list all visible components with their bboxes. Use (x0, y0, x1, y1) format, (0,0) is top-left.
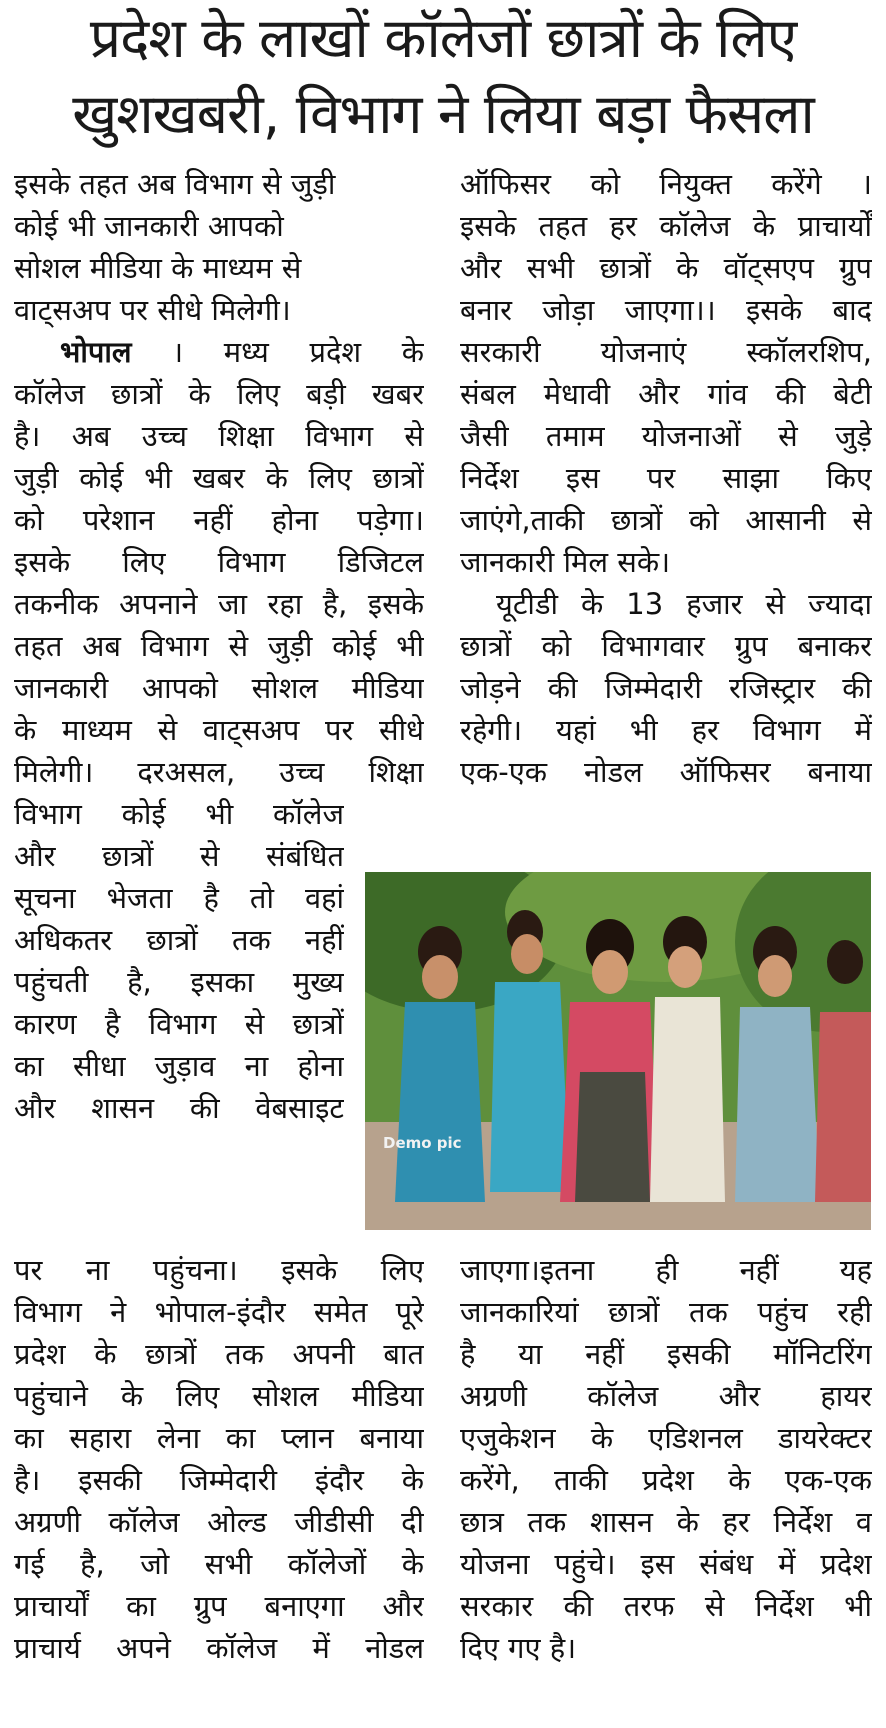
body-line: संबल मेधावी और गांव की बेटी (460, 377, 872, 411)
headline-line-1: प्रदेश के लाखों कॉलेजों छात्रों के लिए (89, 6, 797, 70)
body-line: छात्र तक शासन के हर निर्देश व (460, 1505, 872, 1539)
body-line: विभाग कोई भी कॉलेज (14, 797, 344, 831)
body-line: छात्रों को विभागवार ग्रुप बनाकर (460, 629, 872, 663)
body-line: सरकारी योजनाएं स्कॉलरशिप, (460, 335, 872, 369)
body-line: एक-एक नोडल ऑफिसर बनाया (460, 755, 872, 789)
photo-watermark: Demo pic (383, 1134, 462, 1152)
body-line: और सभी छात्रों के वॉट्सएप ग्रुप (460, 251, 872, 285)
body-line: का सहारा लेना का प्लान बनाया (14, 1421, 424, 1455)
body-line: जैसी तमाम योजनाओं से जुड़े (460, 419, 872, 453)
intro-line: सोशल मीडिया के माध्यम से (14, 251, 302, 285)
news-photo (365, 872, 871, 1230)
intro-line: कोई भी जानकारी आपको (14, 209, 284, 243)
body-line: और शासन की वेबसाइट (14, 1091, 344, 1125)
body-line: जोड़ने की जिम्मेदारी रजिस्ट्रार की (460, 671, 872, 705)
body-line: कॉलेज छात्रों के लिए बड़ी खबर (14, 377, 424, 411)
body-line: इसके तहत हर कॉलेज के प्राचार्यों (460, 209, 872, 243)
body-line: प्राचार्यों का ग्रुप बनाएगा और (14, 1589, 424, 1623)
body-line: और छात्रों से संबंधित (14, 839, 344, 873)
body-line: एजुकेशन के एडिशनल डायरेक्टर (460, 1421, 872, 1455)
dateline-rest: । मध्य प्रदेश के (172, 335, 424, 369)
body-line: करेंगे, ताकी प्रदेश के एक-एक (460, 1463, 872, 1497)
body-line: सूचना भेजता है तो वहां (14, 881, 344, 915)
body-line: जाएगा।इतना ही नहीं यह (460, 1253, 872, 1287)
body-line: अग्रणी कॉलेज और हायर (460, 1379, 872, 1413)
body-line: को परेशान नहीं होना पड़ेगा। (14, 503, 424, 537)
body-line: तहत अब विभाग से जुड़ी कोई भी (14, 629, 424, 663)
body-line: निर्देश इस पर साझा किए (460, 461, 872, 495)
headline-line-2: खुशखबरी, विभाग ने लिया बड़ा फैसला (72, 82, 814, 146)
body-line: दिए गए है। (460, 1631, 577, 1665)
body-line: पहुंचती है, इसका मुख्य (14, 965, 344, 999)
intro-line: वाट्सअप पर सीधे मिलेगी। (14, 293, 291, 327)
body-line: अधिकतर छात्रों तक नहीं (14, 923, 344, 957)
body-line: जानकारी आपको सोशल मीडिया (14, 671, 424, 705)
body-line: अग्रणी कॉलेज ओल्ड जीडीसी दी (14, 1505, 424, 1539)
body-line: रहेगी। यहां भी हर विभाग में (460, 713, 872, 747)
body-line: पर ना पहुंचना। इसके लिए (14, 1253, 424, 1287)
body-line: जाएंगे,ताकी छात्रों को आसानी से (460, 503, 872, 537)
body-line: तकनीक अपनाने जा रहा है, इसके (14, 587, 424, 621)
body-line: सरकार की तरफ से निर्देश भी (460, 1589, 872, 1623)
body-line: जानकारी मिल सके। (460, 545, 671, 579)
students-illustration (365, 872, 871, 1230)
body-line: योजना पहुंचे। इस संबंध में प्रदेश (460, 1547, 872, 1581)
body-line: यूटीडी के 13 हजार से ज्यादा (496, 587, 872, 621)
headline (0, 0, 886, 168)
dateline: भोपाल (60, 335, 132, 369)
intro-line: इसके तहत अब विभाग से जुड़ी (14, 167, 336, 201)
body-line: बनार जोड़ा जाएगा।। इसके बाद (460, 293, 872, 327)
body-line: है या नहीं इसकी मॉनिटरिंग (460, 1337, 872, 1371)
dateline-line (14, 334, 424, 372)
body-line: प्राचार्य अपने कॉलेज में नोडल (14, 1631, 424, 1665)
body-line: का सीधा जुड़ाव ना होना (14, 1049, 344, 1083)
body-line: जुड़ी कोई भी खबर के लिए छात्रों (14, 461, 424, 495)
body-line: इसके लिए विभाग डिजिटल (14, 545, 424, 579)
body-line: ऑफिसर को नियुक्त करेंगे । (460, 167, 872, 201)
body-line: है। अब उच्च शिक्षा विभाग से (14, 419, 424, 453)
body-line: प्रदेश के छात्रों तक अपनी बात (14, 1337, 424, 1371)
body-line: गई है, जो सभी कॉलेजों के (14, 1547, 424, 1581)
body-line: कारण है विभाग से छात्रों (14, 1007, 344, 1041)
body-line: विभाग ने भोपाल-इंदौर समेत पूरे (14, 1295, 424, 1329)
body-line: जानकारियां छात्रों तक पहुंच रही (460, 1295, 872, 1329)
body-line: है। इसकी जिम्मेदारी इंदौर के (14, 1463, 424, 1497)
body-line: के माध्यम से वाट्सअप पर सीधे (14, 713, 424, 747)
body-line: पहुंचाने के लिए सोशल मीडिया (14, 1379, 424, 1413)
body-line: मिलेगी। दरअसल, उच्च शिक्षा (14, 755, 424, 789)
